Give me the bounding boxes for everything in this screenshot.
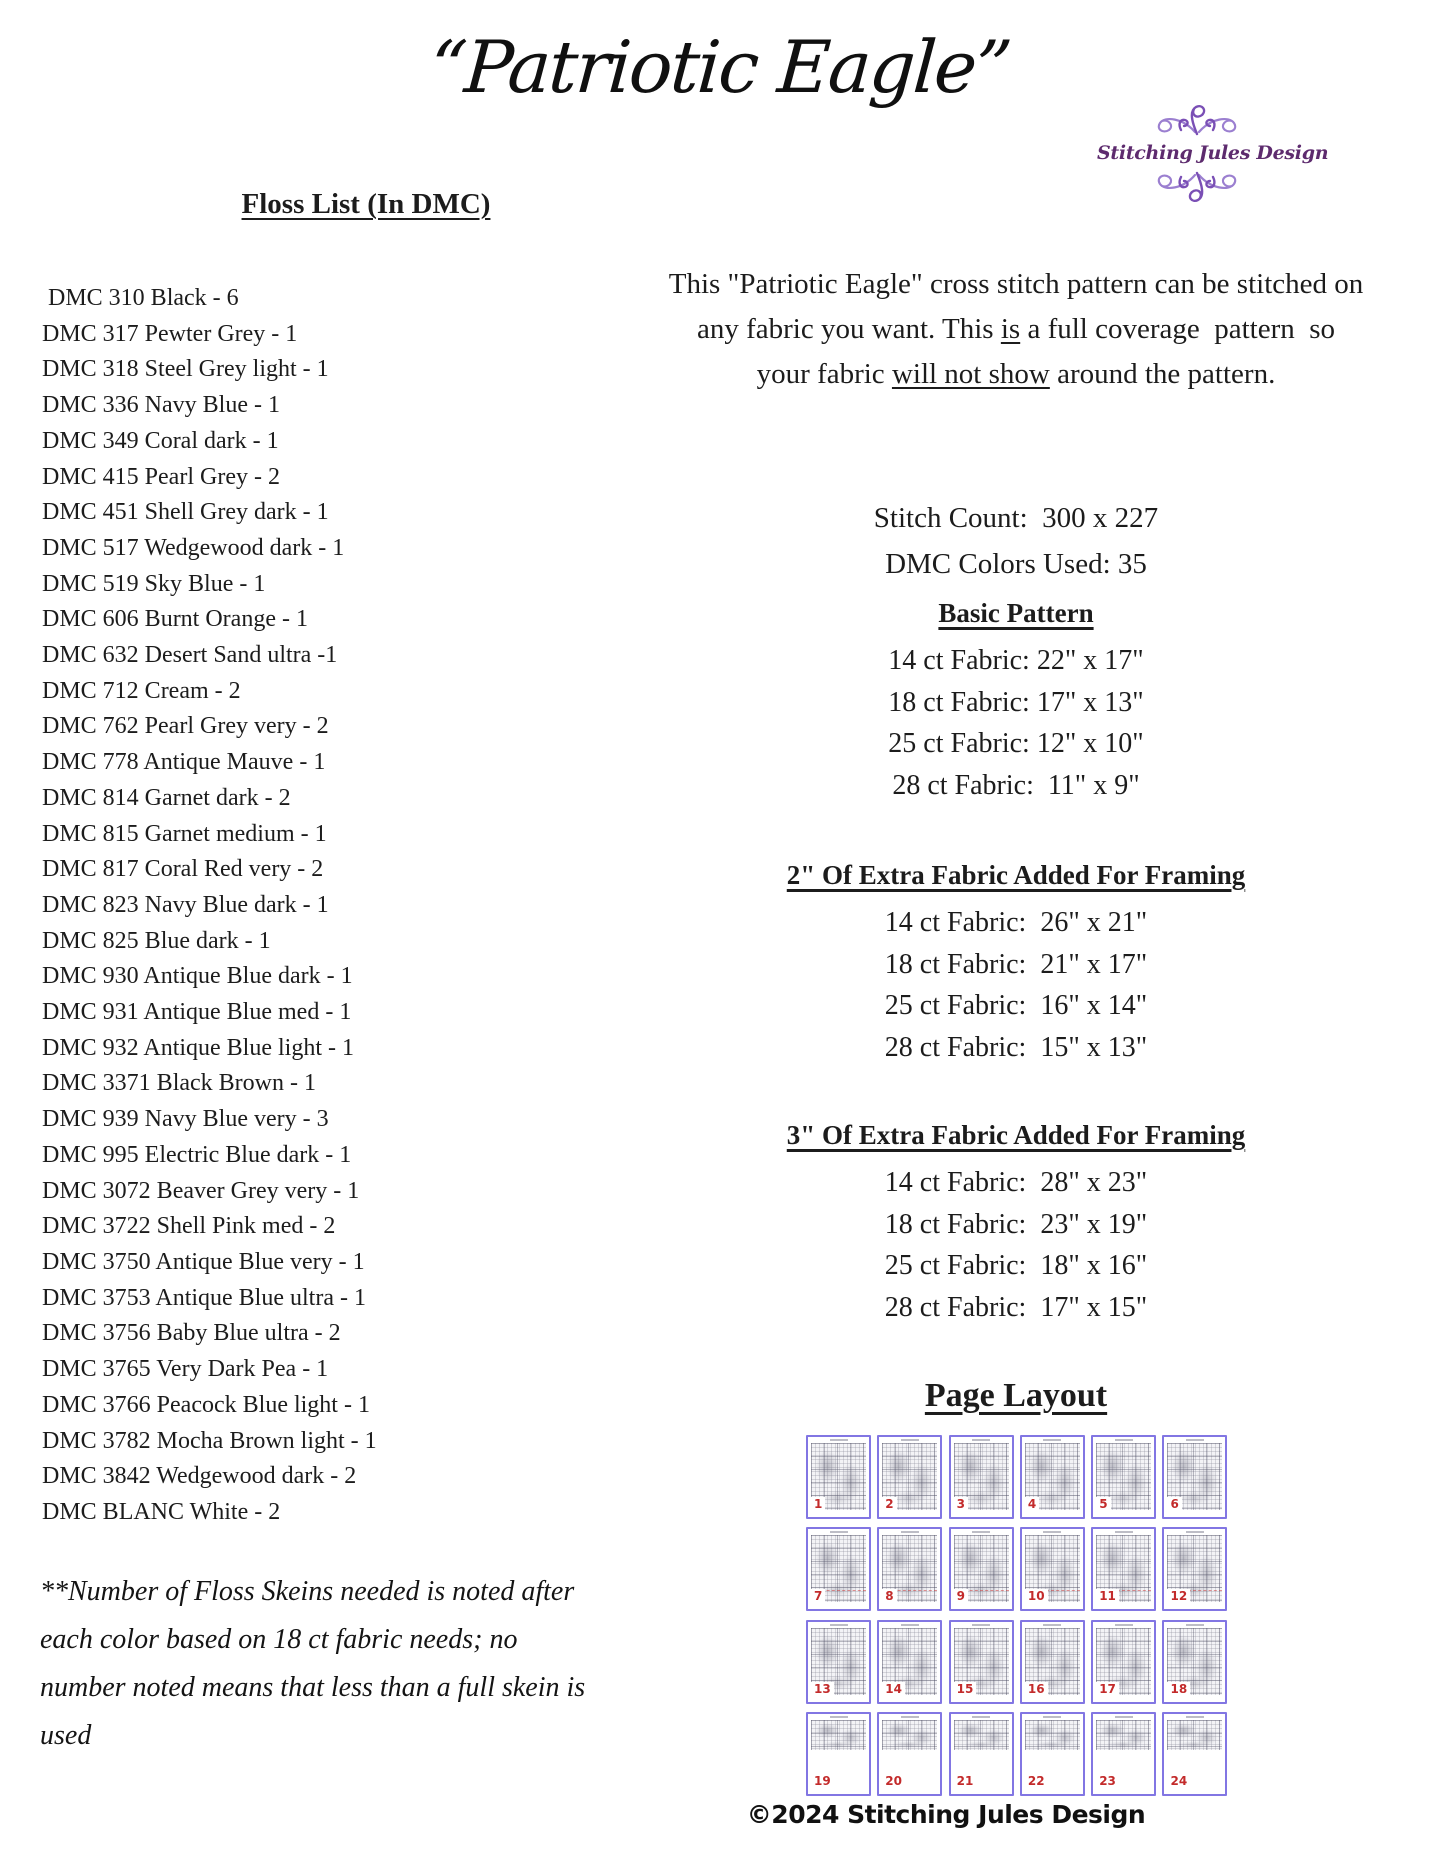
floss-item: DMC 451 Shell Grey dark - 1 xyxy=(42,499,329,526)
description-segment: This "Patriotic Eagle" cross stitch pattern can be stitched on any fabric you want. This xyxy=(668,268,1371,345)
page-thumbnail xyxy=(1020,1527,1085,1611)
page-layout-grid xyxy=(806,1435,1227,1796)
floss-item: DMC 3782 Mocha Brown light - 1 xyxy=(42,1427,377,1454)
floss-item: DMC 712 Cream - 2 xyxy=(42,677,241,704)
page-number: 9 xyxy=(954,1589,968,1603)
colors-used: DMC Colors Used: 35 xyxy=(885,548,1147,580)
floss-item: DMC 817 Coral Red very - 2 xyxy=(42,856,324,883)
floss-item: DMC 632 Desert Sand ultra -1 xyxy=(42,642,338,669)
thumbnail-pattern-preview xyxy=(811,1720,866,1750)
page-number: 15 xyxy=(954,1682,977,1696)
floss-item: DMC 519 Sky Blue - 1 xyxy=(42,570,266,597)
page-number: 11 xyxy=(1096,1589,1119,1603)
floss-item: DMC 3842 Wedgewood dark - 2 xyxy=(42,1463,357,1490)
page-number: 3 xyxy=(954,1497,968,1511)
page-thumbnail xyxy=(1091,1620,1156,1704)
fabric-size-row: 25 ct Fabric: 12" x 10" xyxy=(888,728,1144,759)
floss-list-heading: Floss List (In DMC) xyxy=(241,188,491,220)
page-thumbnail xyxy=(949,1712,1014,1796)
copyright-text: ©2024 Stitching Jules Design xyxy=(746,1800,1146,1829)
floss-item: DMC 415 Pearl Grey - 2 xyxy=(42,463,280,490)
fabric-size-row: 14 ct Fabric: 22" x 17" xyxy=(888,645,1144,676)
thumbnail-pattern-preview xyxy=(954,1720,1009,1750)
page-number: 20 xyxy=(882,1774,905,1788)
thumbnail-pattern-preview xyxy=(1167,1720,1222,1750)
thumbnail-pattern-preview xyxy=(882,1720,937,1750)
floss-item: DMC 814 Garnet dark - 2 xyxy=(42,784,291,811)
floss-item: DMC 825 Blue dark - 1 xyxy=(42,927,271,954)
page-thumbnail xyxy=(949,1435,1014,1519)
page-number: 13 xyxy=(811,1682,834,1696)
skein-footnote-text: **Number of Floss Skeins needed is noted after each color based on 18 ct fabric needs; no number noted means that less than a full skein is used xyxy=(40,1576,586,1751)
page-thumbnail xyxy=(1162,1712,1227,1796)
flourish-ornament-top xyxy=(1151,102,1243,142)
page-number: 5 xyxy=(1096,1497,1110,1511)
page-thumbnail xyxy=(806,1527,871,1611)
page-thumbnail xyxy=(1020,1620,1085,1704)
page-thumbnail xyxy=(877,1620,942,1704)
page-thumbnail xyxy=(949,1620,1014,1704)
floss-item: DMC 3766 Peacock Blue light - 1 xyxy=(42,1391,370,1418)
page-number: 21 xyxy=(954,1774,977,1788)
floss-item: DMC 995 Electric Blue dark - 1 xyxy=(42,1141,352,1168)
skein-footnote xyxy=(40,1568,605,1760)
floss-item: DMC BLANC White - 2 xyxy=(42,1498,281,1525)
page-thumbnail xyxy=(949,1527,1014,1611)
page-thumbnail xyxy=(877,1435,942,1519)
floss-item: DMC 3750 Antique Blue very - 1 xyxy=(42,1248,365,1275)
floss-item: DMC 930 Antique Blue dark - 1 xyxy=(42,963,353,990)
floss-item: DMC 3722 Shell Pink med - 2 xyxy=(42,1213,336,1240)
floss-item: DMC 318 Steel Grey light - 1 xyxy=(42,356,329,383)
extra-fabric-3in-section xyxy=(666,1116,1366,1328)
floss-item: DMC 3371 Black Brown - 1 xyxy=(42,1070,316,1097)
fabric-size-row: 28 ct Fabric: 17" x 15" xyxy=(884,1291,1148,1323)
page-number: 4 xyxy=(1025,1497,1039,1511)
flourish-ornament-bottom xyxy=(1151,165,1243,205)
floss-item: DMC 3753 Antique Blue ultra - 1 xyxy=(42,1284,366,1311)
page-number: 7 xyxy=(811,1589,825,1603)
page-thumbnail xyxy=(1091,1527,1156,1611)
page-thumbnail xyxy=(1091,1712,1156,1796)
basic-pattern-sizes xyxy=(666,640,1366,806)
fabric-size-row: 25 ct Fabric: 16" x 14" xyxy=(884,990,1148,1021)
page-number: 23 xyxy=(1096,1774,1119,1788)
fabric-size-row: 14 ct Fabric: 28" x 23" xyxy=(884,1167,1148,1198)
page-title: “Patriotic Eagle” xyxy=(427,25,1013,109)
stitch-count: Stitch Count: 300 x 227 xyxy=(873,502,1159,534)
floss-item: DMC 931 Antique Blue med - 1 xyxy=(42,999,352,1026)
floss-item: DMC 3756 Baby Blue ultra - 2 xyxy=(42,1320,341,1347)
page-number: 6 xyxy=(1167,1497,1181,1511)
description-underlined-will-not-show: will not show xyxy=(891,358,1050,390)
page-thumbnail xyxy=(806,1620,871,1704)
floss-item: DMC 310 Black - 6 xyxy=(48,285,239,311)
page-thumbnail xyxy=(806,1712,871,1796)
extra-fabric-2in-sizes xyxy=(666,902,1366,1068)
page-number: 24 xyxy=(1167,1774,1190,1788)
floss-item: DMC 517 Wedgewood dark - 1 xyxy=(42,534,345,561)
extra-fabric-3in-sizes xyxy=(666,1162,1366,1328)
page-thumbnail xyxy=(1091,1435,1156,1519)
fabric-size-row: 18 ct Fabric: 17" x 13" xyxy=(888,686,1144,718)
page-number: 18 xyxy=(1167,1682,1190,1696)
page-number: 8 xyxy=(882,1589,896,1603)
page-number: 14 xyxy=(882,1682,905,1696)
page-thumbnail xyxy=(806,1435,871,1519)
description-underlined-is: is xyxy=(1000,313,1021,345)
floss-item: DMC 349 Coral dark - 1 xyxy=(42,427,279,454)
brand-name: Stitching Jules Design xyxy=(1097,142,1329,164)
floss-item: DMC 762 Pearl Grey very - 2 xyxy=(42,713,329,740)
page-thumbnail xyxy=(1162,1620,1227,1704)
description-segment: a full coverage pattern so your fabric xyxy=(756,313,1350,390)
extra-fabric-2in-heading: 2" Of Extra Fabric Added For Framing xyxy=(786,860,1246,890)
page-number: 22 xyxy=(1025,1774,1048,1788)
fabric-size-row: 14 ct Fabric: 26" x 21" xyxy=(884,907,1148,938)
floss-item: DMC 932 Antique Blue light - 1 xyxy=(42,1034,354,1061)
floss-item: DMC 317 Pewter Grey - 1 xyxy=(42,320,298,347)
thumbnail-pattern-preview xyxy=(1025,1720,1080,1750)
extra-fabric-2in-section xyxy=(666,856,1366,1068)
page-number: 12 xyxy=(1167,1589,1190,1603)
page-thumbnail xyxy=(1162,1527,1227,1611)
floss-item: DMC 336 Navy Blue - 1 xyxy=(42,392,280,419)
floss-item: DMC 606 Burnt Orange - 1 xyxy=(42,606,308,633)
page-thumbnail xyxy=(877,1527,942,1611)
pattern-description xyxy=(666,262,1371,397)
page-thumbnail xyxy=(1162,1435,1227,1519)
floss-item: DMC 823 Navy Blue dark - 1 xyxy=(42,891,329,918)
floss-item: DMC 939 Navy Blue very - 3 xyxy=(42,1106,329,1133)
page-number: 17 xyxy=(1096,1682,1119,1696)
page-thumbnail xyxy=(877,1712,942,1796)
fabric-size-row: 25 ct Fabric: 18" x 16" xyxy=(884,1250,1148,1281)
page-layout-heading: Page Layout xyxy=(924,1377,1108,1414)
floss-item: DMC 778 Antique Mauve - 1 xyxy=(42,749,326,776)
page-number: 2 xyxy=(882,1497,896,1511)
page-number: 1 xyxy=(811,1497,825,1511)
floss-item: DMC 815 Garnet medium - 1 xyxy=(42,820,327,847)
brand-logo xyxy=(1097,102,1329,205)
extra-fabric-3in-heading: 3" Of Extra Fabric Added For Framing xyxy=(786,1120,1246,1150)
page-number: 19 xyxy=(811,1774,834,1788)
basic-pattern-section xyxy=(666,594,1366,806)
basic-pattern-heading: Basic Pattern xyxy=(938,598,1094,628)
page-number: 16 xyxy=(1025,1682,1048,1696)
page-number: 10 xyxy=(1025,1589,1048,1603)
fabric-size-row: 28 ct Fabric: 11" x 9" xyxy=(892,769,1140,801)
floss-item: DMC 3072 Beaver Grey very - 1 xyxy=(42,1177,360,1204)
thumbnail-pattern-preview xyxy=(1096,1720,1151,1750)
page-thumbnail xyxy=(1020,1712,1085,1796)
fabric-size-row: 18 ct Fabric: 23" x 19" xyxy=(884,1208,1148,1240)
page-thumbnail xyxy=(1020,1435,1085,1519)
fabric-size-row: 18 ct Fabric: 21" x 17" xyxy=(884,948,1148,980)
floss-list xyxy=(42,281,377,1531)
description-segment: around the pattern. xyxy=(1049,358,1276,390)
floss-item: DMC 3765 Very Dark Pea - 1 xyxy=(42,1356,329,1383)
fabric-size-row: 28 ct Fabric: 15" x 13" xyxy=(884,1031,1148,1063)
